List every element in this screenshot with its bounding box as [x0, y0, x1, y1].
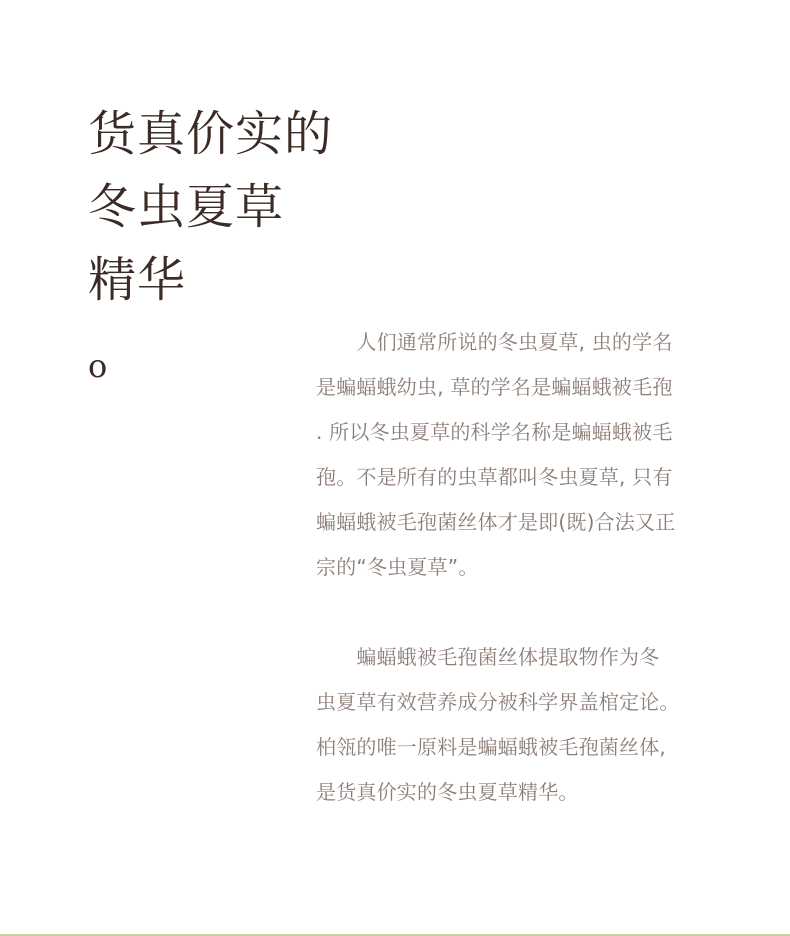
article-body [316, 320, 688, 815]
title-line-2: 冬虫夏草 [88, 179, 285, 235]
paragraph-2-line-4: 是货真价实的冬虫夏草精华。 [316, 780, 579, 804]
paragraph-1-line-2: 是蝙蝠蛾幼虫, 草的学名是蝙蝠蛾被毛孢 [316, 375, 673, 399]
paragraph-2-line-3: 柏瓴的唯一原料是蝙蝠蛾被毛孢菌丝体, [316, 735, 666, 759]
title-line-1: 货真价实的 [88, 106, 334, 162]
paragraph-1-line-5: 蝙蝠蛾被毛孢菌丝体才是即(既)合法又正 [316, 510, 676, 534]
paragraph-1 [316, 320, 688, 590]
paragraph-1-line-3: . 所以冬虫夏草的科学名称是蝙蝠蛾被毛 [316, 420, 673, 444]
paragraph-1-line-4: 孢。不是所有的虫草都叫冬虫夏草, 只有 [316, 465, 673, 489]
paragraph-2 [316, 635, 688, 815]
paragraph-2-line-1: 蝙蝠蛾被毛孢菌丝体提取物作为冬 [316, 645, 660, 669]
paragraph-1-line-6: 宗的“冬虫夏草”。 [316, 555, 479, 579]
title-line-3: 精华 [88, 252, 187, 308]
title-punctuation-mark: o [88, 347, 108, 385]
paragraph-1-line-1: 人们通常所说的冬虫夏草, 虫的学名 [316, 330, 673, 354]
page-title [88, 98, 333, 317]
paragraph-spacer [316, 590, 688, 635]
paragraph-2-line-2: 虫夏草有效营养成分被科学界盖棺定论。 [316, 690, 680, 714]
